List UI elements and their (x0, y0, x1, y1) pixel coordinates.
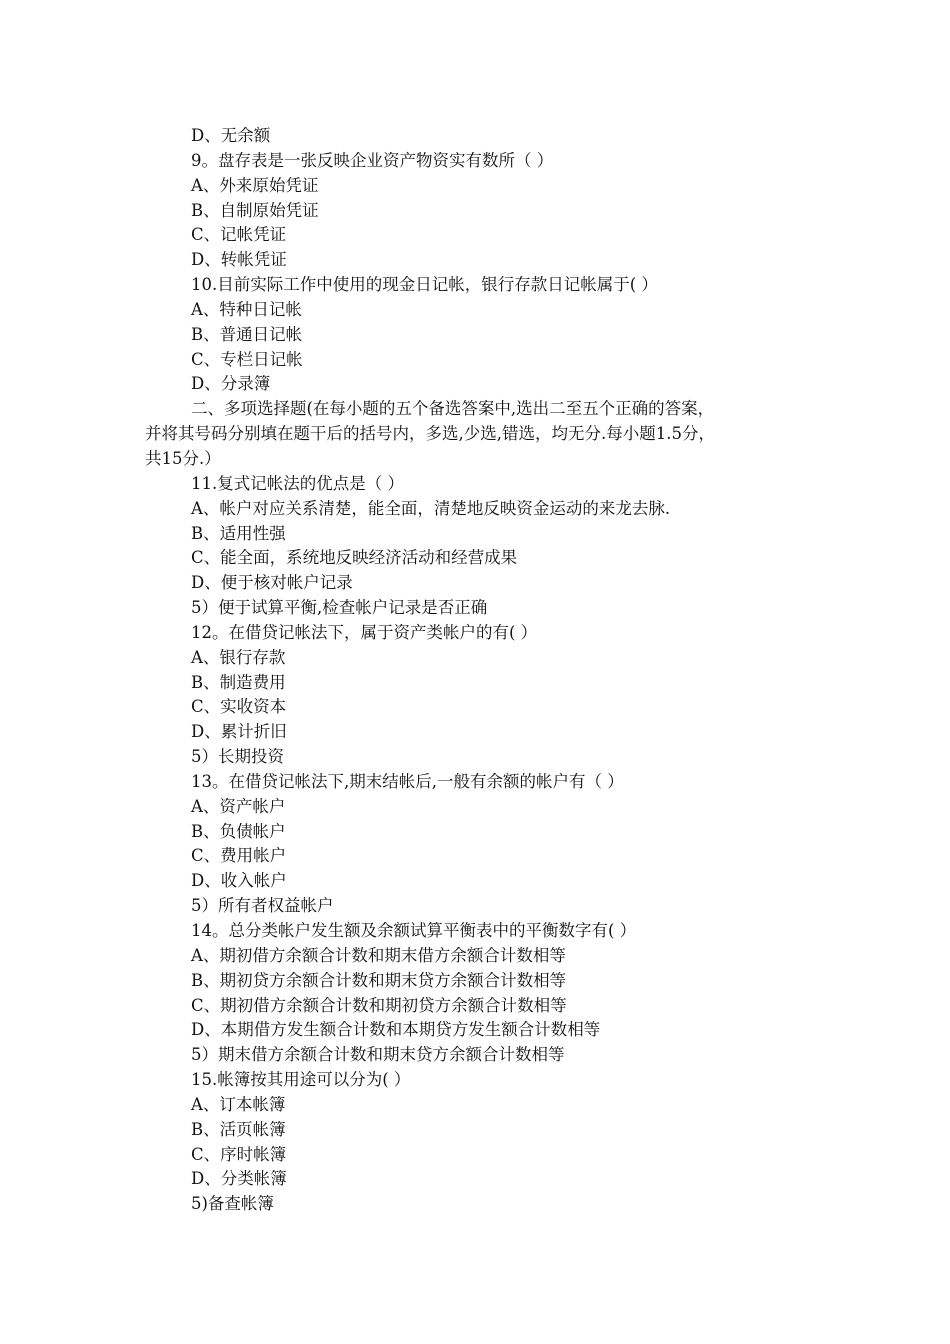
text-line: 5)备查帐簿 (191, 1194, 274, 1214)
text-line: 14。总分类帐户发生额及余额试算平衡表中的平衡数字有( ） (191, 921, 637, 940)
text-line: B、适用性强 (191, 523, 286, 543)
text-line: A、资产帐户 (191, 796, 286, 816)
text-line: 5）期末借方余额合计数和期末贷方余额合计数相等 (191, 1045, 565, 1065)
text-line: B、制造费用 (191, 672, 286, 692)
text-line: 二、多项选择题(在每小题的五个备选答案中,选出二至五个正确的答案， (191, 399, 715, 419)
text-line: 5）长期投资 (191, 747, 284, 767)
text-line: A、银行存款 (191, 647, 286, 667)
text-line: D、便于核对帐户记录 (191, 573, 353, 593)
text-line: D、收入帐户 (191, 871, 287, 891)
text-line: B、自制原始凭证 (191, 200, 319, 220)
text-line: 5）所有者权益帐户 (191, 896, 334, 916)
text-line: D、无余额 (191, 126, 271, 145)
text-line: B、期初贷方余额合计数和期末贷方余额合计数相等 (191, 970, 567, 990)
text-line: D、本期借方发生额合计数和本期贷方发生额合计数相等 (191, 1020, 601, 1040)
text-line: A、帐户对应关系清楚，能全面，清楚地反映资金运动的来龙去脉. (191, 498, 671, 518)
text-line: 共15分.） (145, 448, 221, 468)
text-line: 11.复式记帐法的优点是（ ） (191, 473, 404, 493)
text-line: 并将其号码分别填在题干后的括号内，多选,少选,错选，均无分.每小题1.5分， (145, 424, 715, 444)
text-line: 10.目前实际工作中使用的现金日记帐，银行存款日记帐属于( ） (191, 275, 658, 295)
text-line: B、普通日记帐 (191, 324, 303, 344)
text-line: B、负债帐户 (191, 821, 286, 841)
text-line: A、期初借方余额合计数和期末借方余额合计数相等 (191, 945, 566, 965)
text-line: C、序时帐簿 (191, 1144, 287, 1164)
text-line: C、能全面，系统地反映经济活动和经营成果 (191, 548, 518, 568)
text-line: C、专栏日记帐 (191, 349, 303, 369)
text-line: C、记帐凭证 (191, 225, 287, 245)
text-line: 13。在借贷记帐法下,期末结帐后,一般有余额的帐户有（ ） (191, 771, 624, 791)
text-line: D、分录簿 (191, 374, 271, 394)
text-line: C、费用帐户 (191, 846, 287, 866)
text-line: C、期初借方余额合计数和期初贷方余额合计数相等 (191, 995, 567, 1015)
text-line: D、转帐凭证 (191, 250, 287, 270)
text-line: D、分类帐簿 (191, 1169, 287, 1189)
text-line: A、特种日记帐 (191, 299, 302, 319)
document-body (145, 124, 825, 1217)
text-line: A、外来原始凭证 (191, 175, 319, 195)
text-line: D、累计折旧 (191, 722, 287, 742)
text-line: B、活页帐簿 (191, 1119, 286, 1139)
text-line: 9。盘存表是一张反映企业资产物资实有数所（ ） (191, 150, 554, 170)
text-line: 15.帐簿按其用途可以分为( ） (191, 1070, 411, 1090)
text-line: 12。在借贷记帐法下，属于资产类帐户的有( ） (191, 622, 538, 642)
text-line: C、实收资本 (191, 697, 287, 717)
text-line: A、订本帐簿 (191, 1094, 286, 1114)
text-line: 5）便于试算平衡,检查帐户记录是否正确 (191, 598, 488, 618)
